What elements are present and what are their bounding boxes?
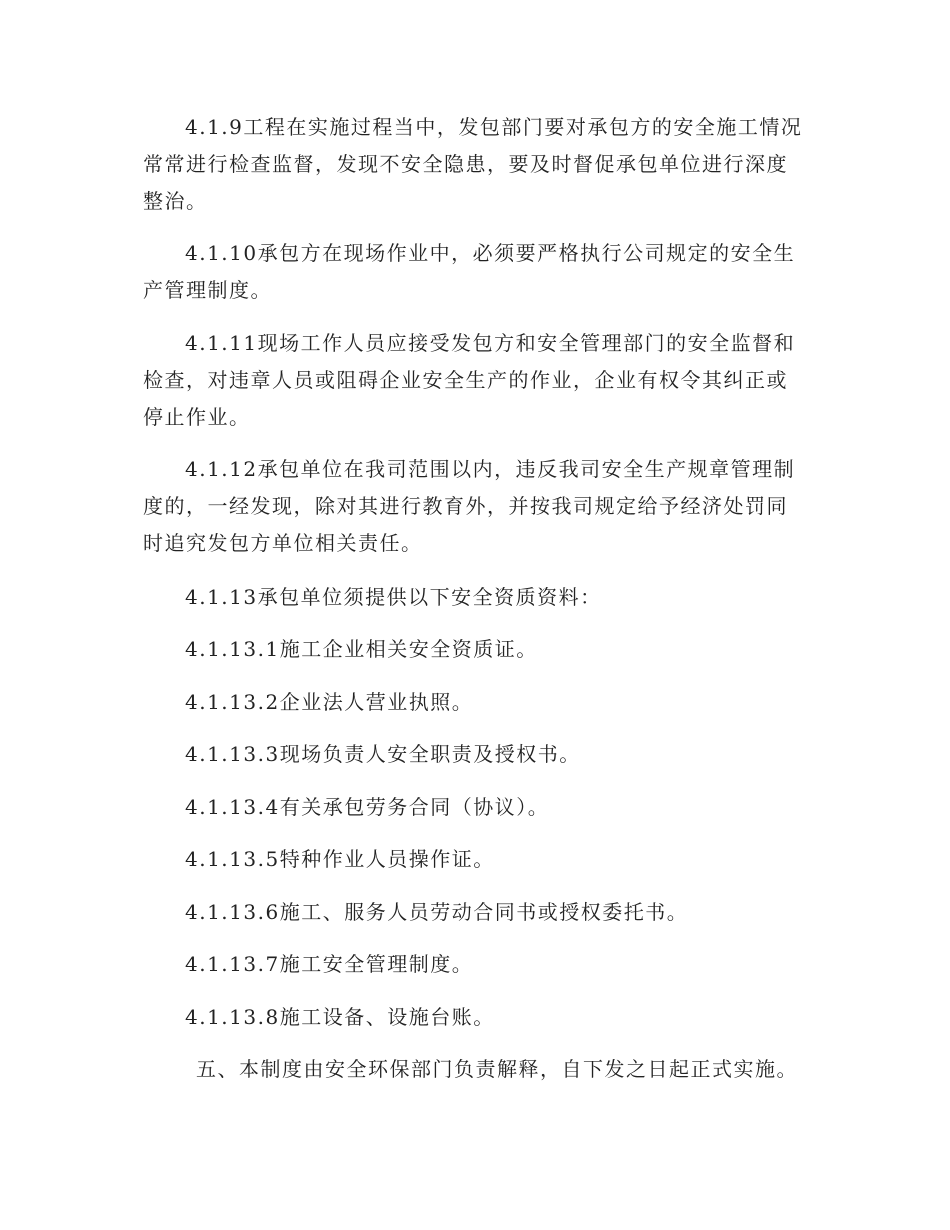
- clause-4-1-13: 4.1.13承包单位须提供以下安全资质资料：: [185, 585, 602, 609]
- clause-4-1-9: 4.1.9工程在实施过程当中，发包部门要对承包方的安全施工情况常常进行检查监督，发现不安全隐患，要及时督促承包单位进行深度整治。: [143, 115, 803, 213]
- clause-4-1-13-7: 4.1.13.7施工安全管理制度。: [185, 952, 474, 976]
- clause-4-1-13-4: 4.1.13.4有关承包劳务合同（协议）。: [185, 795, 550, 819]
- clause-4-1-13-1: 4.1.13.1施工企业相关安全资质证。: [185, 637, 538, 661]
- closing-statement: 五、本制度由安全环保部门负责解释，自下发之日起正式实施。: [196, 1057, 798, 1081]
- clause-4-1-13-5: 4.1.13.5特种作业人员操作证。: [185, 847, 495, 871]
- clause-4-1-13-3: 4.1.13.3现场负责人安全职责及授权书。: [185, 742, 581, 766]
- clause-4-1-12: 4.1.12承包单位在我司范围以内，违反我司安全生产规章管理制度的，一经发现，除对其进行教育外，并按我司规定给予经济处罚同时追究发包方单位相关责任。: [143, 457, 796, 555]
- clause-4-1-11: 4.1.11现场工作人员应接受发包方和安全管理部门的安全监督和检查，对违章人员或阻碍企业安全生产的作业，企业有权令其纠正或停止作业。: [143, 331, 796, 429]
- clause-4-1-13-2: 4.1.13.2企业法人营业执照。: [185, 690, 474, 714]
- clause-4-1-13-6: 4.1.13.6施工、服务人员劳动合同书或授权委托书。: [185, 900, 689, 924]
- clause-4-1-10: 4.1.10承包方在现场作业中，必须要严格执行公司规定的安全生产管理制度。: [143, 241, 796, 302]
- clause-4-1-13-8: 4.1.13.8施工设备、设施台账。: [185, 1005, 495, 1029]
